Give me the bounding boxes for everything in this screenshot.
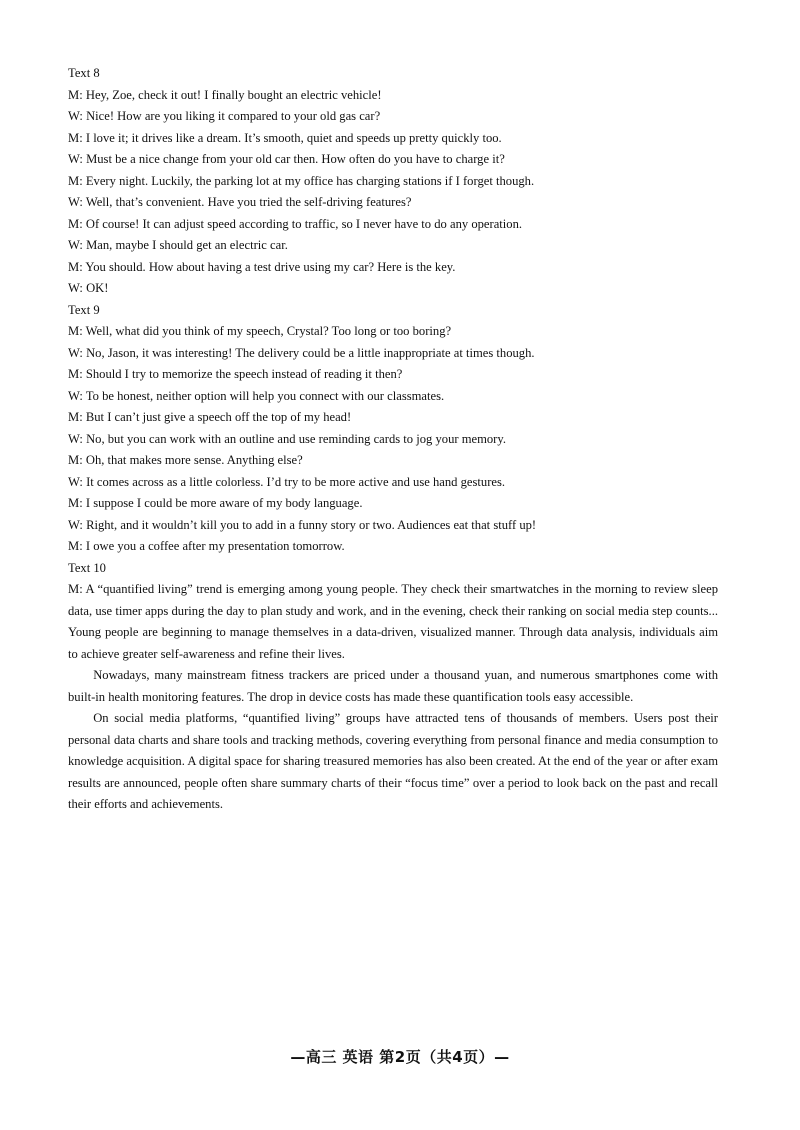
dialogue-line: M: Should I try to memorize the speech instead of reading it then? (68, 367, 403, 381)
text10-title: Text 10 (68, 560, 106, 575)
dialogue-line: M: I love it; it drives like a dream. It’s smooth, quiet and speeds up pretty quickly too. (68, 130, 502, 145)
dialogue-line: W: No, but you can work with an outline and use reminding cards to jog your memory. (68, 431, 507, 446)
text10-monologue (68, 579, 718, 816)
dialogue-line: M: But I can’t just give a speech off the top of my head! (68, 410, 352, 424)
paragraph: M: A “quantified living” trend is emerging among young people. They check their smartwatches in the morning to review sleep data, use timer apps during the day to plan study and work, and in the evening, check their ranking on social media step counts... Young people are beginning to manage themselves in a data-driven, visualized manner. Through data analysis, individuals aim to achieve greater self-awareness and refine their lives. (68, 582, 718, 661)
dialogue-line: W: Man, maybe I should get an electric car. (68, 238, 288, 252)
dialogue-line: M: Every night. Luckily, the parking lot at my office has charging stations if I forget though. (68, 173, 535, 188)
paragraph: Nowadays, many mainstream fitness trackers are priced under a thousand yuan, and numerous smartphones come with built-in health monitoring features. The drop in device costs has made these quantification tools easy accessible. (68, 668, 718, 704)
dialogue-line: W: Must be a nice change from your old car then. How often do you have to charge it? (68, 152, 505, 166)
dialogue-line: M: I suppose I could be more aware of my body language. (68, 496, 363, 510)
dialogue-line: W: Right, and it wouldn’t kill you to add in a funny story or two. Audiences eat that stuff up! (68, 517, 537, 532)
dialogue-line: M: Well, what did you think of my speech, Crystal? Too long or too boring? (68, 324, 452, 338)
text8-dialogue (68, 85, 718, 300)
dialogue-line: W: No, Jason, it was interesting! The delivery could be a little inappropriate at times though. (68, 345, 535, 360)
transcript-content (68, 63, 718, 816)
page-footer: —高三 英语 第2页（共4页）— (290, 1048, 510, 1066)
dialogue-line: W: To be honest, neither option will help you connect with our classmates. (68, 388, 445, 403)
text9-title: Text 9 (68, 302, 100, 317)
dialogue-line: M: Oh, that makes more sense. Anything else? (68, 453, 303, 467)
text8-title: Text 8 (68, 66, 100, 80)
dialogue-line: W: It comes across as a little colorless. I’d try to be more active and use hand gestures. (68, 474, 506, 489)
paragraph: On social media platforms, “quantified living” groups have attracted tens of thousands of members. Users post their personal data charts and share tools and tracking methods, covering everything from personal finance and media consumption to knowledge acquisition. A digital space for sharing treasured memories has also been created. At the end of the year or after exam results are announced, people often share summary charts of their “focus time” over a period to look back on the past and recall their efforts and achievements. (68, 711, 718, 811)
dialogue-line: W: Nice! How are you liking it compared to your old gas car? (68, 109, 381, 123)
dialogue-line: M: Hey, Zoe, check it out! I finally bought an electric vehicle! (68, 87, 382, 102)
text9-dialogue (68, 321, 718, 558)
dialogue-line: M: You should. How about having a test drive using my car? Here is the key. (68, 259, 456, 274)
dialogue-line: W: OK! (68, 281, 109, 295)
dialogue-line: M: I owe you a coffee after my presentation tomorrow. (68, 539, 345, 553)
dialogue-line: W: Well, that’s convenient. Have you tried the self-driving features? (68, 195, 412, 209)
dialogue-line: M: Of course! It can adjust speed according to traffic, so I never have to do any operation. (68, 216, 523, 231)
